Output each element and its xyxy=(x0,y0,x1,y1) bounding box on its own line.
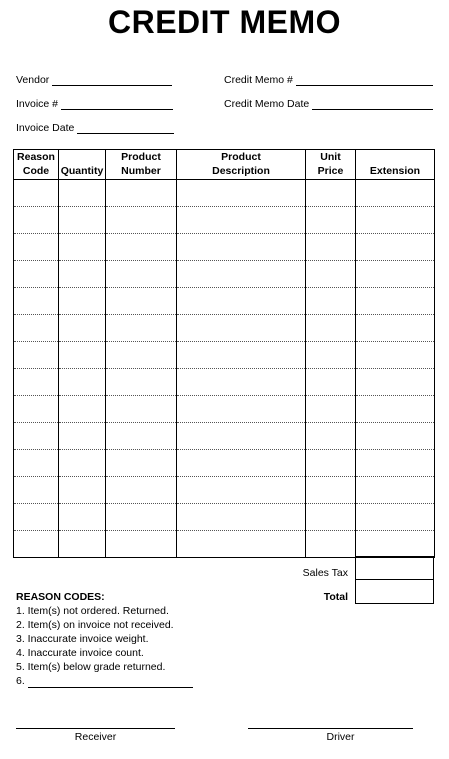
product-description-cell[interactable] xyxy=(177,423,306,450)
quantity-cell[interactable] xyxy=(59,288,106,315)
table-row xyxy=(14,288,435,315)
unit-price-cell[interactable] xyxy=(306,423,356,450)
product-number-cell[interactable] xyxy=(106,531,177,558)
extension-cell[interactable] xyxy=(356,531,435,558)
quantity-cell[interactable] xyxy=(59,342,106,369)
quantity-cell[interactable] xyxy=(59,450,106,477)
reason-code-item: 6. xyxy=(16,675,25,687)
reason-code-cell[interactable] xyxy=(14,180,59,207)
header-unit-price: Unit Price xyxy=(306,150,356,180)
unit-price-cell[interactable] xyxy=(306,180,356,207)
unit-price-cell[interactable] xyxy=(306,315,356,342)
product-description-cell[interactable] xyxy=(177,315,306,342)
product-description-cell[interactable] xyxy=(177,180,306,207)
invoice-date-label: Invoice Date xyxy=(16,122,75,134)
product-number-cell[interactable] xyxy=(106,423,177,450)
header-quantity: Quantity xyxy=(59,150,106,180)
product-description-cell[interactable] xyxy=(177,261,306,288)
product-number-cell[interactable] xyxy=(106,180,177,207)
product-description-cell[interactable] xyxy=(177,369,306,396)
header-product-number: Product Number xyxy=(106,150,177,180)
reason-code-item: 5. Item(s) below grade returned. xyxy=(16,661,166,673)
quantity-cell[interactable] xyxy=(59,423,106,450)
reason-code-item: 2. Item(s) on invoice not received. xyxy=(16,619,174,631)
table-row xyxy=(14,504,435,531)
unit-price-cell[interactable] xyxy=(306,504,356,531)
header-reason-code: Reason Code xyxy=(14,150,59,180)
invoice-number-label: Invoice # xyxy=(16,98,59,110)
extension-cell[interactable] xyxy=(356,288,435,315)
extension-cell[interactable] xyxy=(356,423,435,450)
quantity-cell[interactable] xyxy=(59,477,106,504)
extension-cell[interactable] xyxy=(356,180,435,207)
reason-code-cell[interactable] xyxy=(14,342,59,369)
unit-price-cell[interactable] xyxy=(306,234,356,261)
credit-memo-number-input-line[interactable] xyxy=(296,75,433,86)
product-number-cell[interactable] xyxy=(106,477,177,504)
reason-code-other-line[interactable] xyxy=(28,677,193,688)
reason-code-cell[interactable] xyxy=(14,315,59,342)
reason-code-cell[interactable] xyxy=(14,207,59,234)
table-row xyxy=(14,180,435,207)
driver-signature-line[interactable] xyxy=(248,728,413,729)
quantity-cell[interactable] xyxy=(59,207,106,234)
reason-code-item: 4. Inaccurate invoice count. xyxy=(16,647,144,659)
product-number-cell[interactable] xyxy=(106,207,177,234)
reason-code-cell[interactable] xyxy=(14,504,59,531)
quantity-cell[interactable] xyxy=(59,234,106,261)
table-header-row xyxy=(14,150,435,180)
product-description-cell[interactable] xyxy=(177,396,306,423)
quantity-cell[interactable] xyxy=(59,396,106,423)
reason-code-cell[interactable] xyxy=(14,396,59,423)
extension-cell[interactable] xyxy=(356,342,435,369)
quantity-cell[interactable] xyxy=(59,180,106,207)
reason-code-cell[interactable] xyxy=(14,288,59,315)
extension-cell[interactable] xyxy=(356,369,435,396)
driver-label: Driver xyxy=(326,731,355,743)
unit-price-cell[interactable] xyxy=(306,342,356,369)
product-description-cell[interactable] xyxy=(177,531,306,558)
unit-price-cell[interactable] xyxy=(306,288,356,315)
table-row xyxy=(14,531,435,558)
receiver-label: Receiver xyxy=(74,731,117,743)
items-table xyxy=(13,149,435,558)
product-description-cell[interactable] xyxy=(177,477,306,504)
unit-price-cell[interactable] xyxy=(306,477,356,504)
extension-cell[interactable] xyxy=(356,450,435,477)
extension-cell[interactable] xyxy=(356,396,435,423)
extension-cell[interactable] xyxy=(356,315,435,342)
product-number-cell[interactable] xyxy=(106,261,177,288)
invoice-date-input-line[interactable] xyxy=(77,123,174,134)
reason-code-item: 1. Item(s) not ordered. Returned. xyxy=(16,605,169,617)
reason-codes-section xyxy=(16,590,193,688)
product-description-cell[interactable] xyxy=(177,234,306,261)
reason-code-cell[interactable] xyxy=(14,477,59,504)
unit-price-cell[interactable] xyxy=(306,531,356,558)
reason-code-item: 3. Inaccurate invoice weight. xyxy=(16,633,149,645)
credit-memo-date-field[interactable] xyxy=(224,98,433,110)
quantity-cell[interactable] xyxy=(59,531,106,558)
reason-code-cell[interactable] xyxy=(14,450,59,477)
quantity-cell[interactable] xyxy=(59,261,106,288)
quantity-cell[interactable] xyxy=(59,369,106,396)
header-extension: Extension xyxy=(356,150,435,180)
receiver-signature-line[interactable] xyxy=(16,728,175,729)
product-number-cell[interactable] xyxy=(106,396,177,423)
unit-price-cell[interactable] xyxy=(306,369,356,396)
extension-cell[interactable] xyxy=(356,207,435,234)
table-row xyxy=(14,315,435,342)
page-title: CREDIT MEMO xyxy=(107,4,342,40)
extension-cell[interactable] xyxy=(356,477,435,504)
reason-code-cell[interactable] xyxy=(14,261,59,288)
total-box[interactable] xyxy=(355,579,434,604)
product-description-cell[interactable] xyxy=(177,342,306,369)
quantity-cell[interactable] xyxy=(59,504,106,531)
reason-code-cell[interactable] xyxy=(14,234,59,261)
table-row xyxy=(14,396,435,423)
extension-cell[interactable] xyxy=(356,504,435,531)
credit-memo-date-input-line[interactable] xyxy=(312,99,433,110)
invoice-date-field[interactable] xyxy=(16,122,174,134)
extension-cell[interactable] xyxy=(356,234,435,261)
table-row xyxy=(14,342,435,369)
reason-codes-header: REASON CODES: xyxy=(16,591,105,603)
reason-code-cell[interactable] xyxy=(14,369,59,396)
reason-code-cell[interactable] xyxy=(14,531,59,558)
header-product-description: Product Description xyxy=(177,150,306,180)
invoice-number-field[interactable] xyxy=(16,98,173,110)
product-description-cell[interactable] xyxy=(177,450,306,477)
product-number-cell[interactable] xyxy=(106,234,177,261)
vendor-label: Vendor xyxy=(16,74,50,86)
product-description-cell[interactable] xyxy=(177,504,306,531)
table-row xyxy=(14,477,435,504)
total-label: Total xyxy=(323,591,348,603)
extension-cell[interactable] xyxy=(356,261,435,288)
product-number-cell[interactable] xyxy=(106,369,177,396)
table-row xyxy=(14,261,435,288)
vendor-input-line[interactable] xyxy=(52,75,172,86)
table-row xyxy=(14,450,435,477)
reason-code-cell[interactable] xyxy=(14,423,59,450)
product-description-cell[interactable] xyxy=(177,207,306,234)
table-row xyxy=(14,369,435,396)
sales-tax-label: Sales Tax xyxy=(302,567,348,579)
reason-code-other[interactable] xyxy=(16,674,193,688)
table-row xyxy=(14,234,435,261)
unit-price-cell[interactable] xyxy=(306,207,356,234)
table-row xyxy=(14,423,435,450)
product-description-cell[interactable] xyxy=(177,288,306,315)
unit-price-cell[interactable] xyxy=(306,396,356,423)
product-number-cell[interactable] xyxy=(106,450,177,477)
product-number-cell[interactable] xyxy=(106,288,177,315)
vendor-field[interactable] xyxy=(16,74,172,86)
unit-price-cell[interactable] xyxy=(306,261,356,288)
credit-memo-number-label: Credit Memo # xyxy=(224,74,293,86)
product-number-cell[interactable] xyxy=(106,504,177,531)
invoice-number-input-line[interactable] xyxy=(61,99,173,110)
product-number-cell[interactable] xyxy=(106,315,177,342)
credit-memo-date-label: Credit Memo Date xyxy=(224,98,310,110)
table-row xyxy=(14,207,435,234)
product-number-cell[interactable] xyxy=(106,342,177,369)
credit-memo-number-field[interactable] xyxy=(224,74,433,86)
sales-tax-box[interactable] xyxy=(355,556,434,580)
quantity-cell[interactable] xyxy=(59,315,106,342)
unit-price-cell[interactable] xyxy=(306,450,356,477)
